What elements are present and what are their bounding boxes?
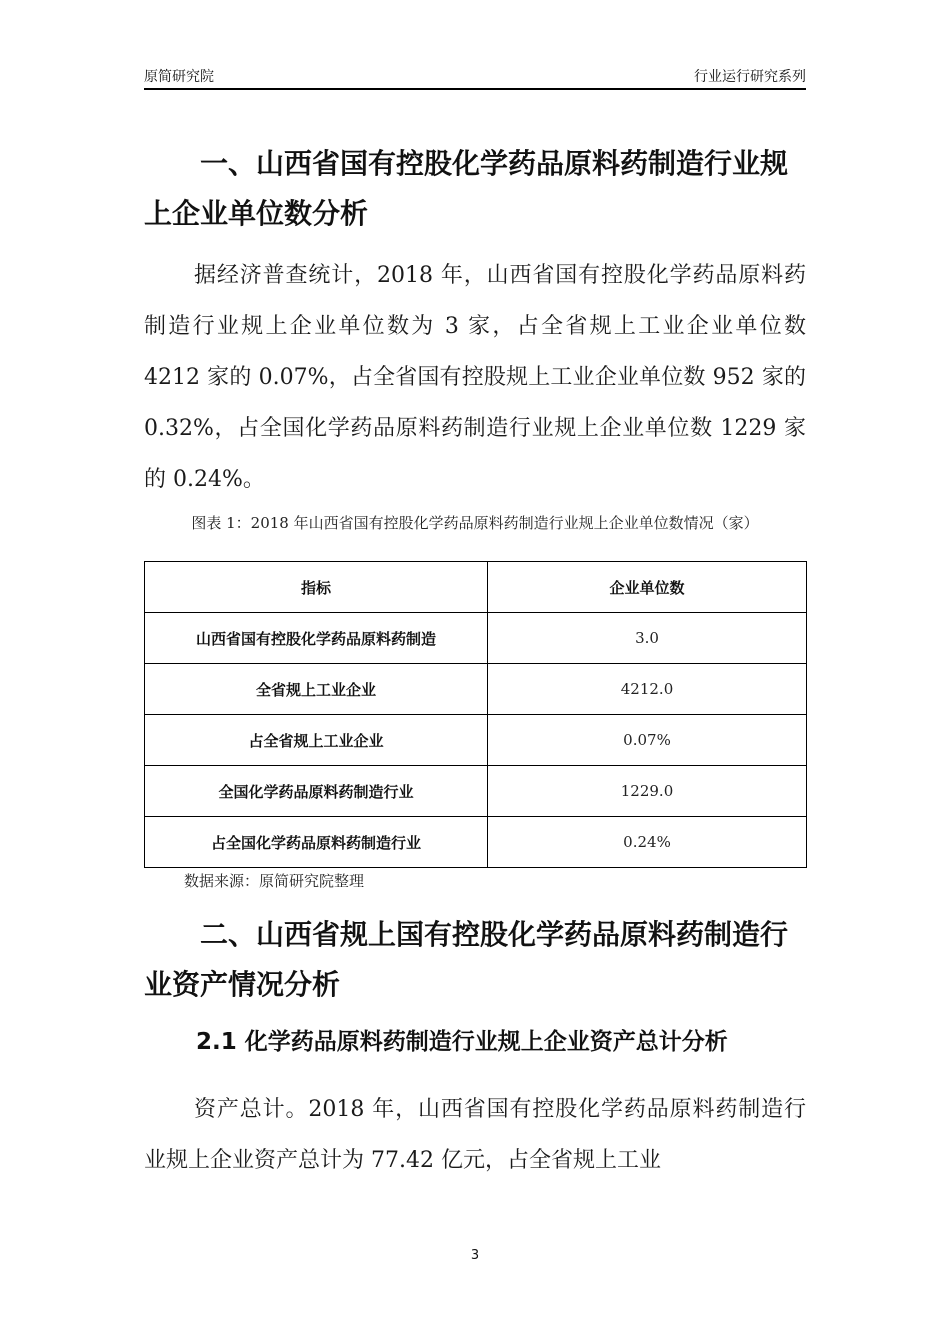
table-row: [145, 664, 807, 715]
section1-title: 一、山西省国有控股化学药品原料药制造行业规上企业单位数分析: [144, 147, 789, 230]
table-cell-label: 占全省规上工业企业: [145, 715, 488, 766]
table-cell-value: 1229.0: [488, 766, 807, 817]
table-row: [145, 715, 807, 766]
table-row: [145, 817, 807, 868]
table-row: [145, 613, 807, 664]
section2-title: 二、山西省规上国有控股化学药品原料药制造行业资产情况分析: [144, 918, 789, 1001]
header-divider: [144, 88, 806, 90]
section1-paragraph: 据经济普查统计，2018 年，山西省国有控股化学药品原料药制造行业规上企业单位数为 3 家，占全省规上工业企业单位数 4212 家的 0.07%，占全省国有控股规上工业企业单位数 952 家的 0.32%，占全国化学药品原料药制造行业规上企业单位数 1229 家的 0.24%。: [144, 263, 806, 492]
header-series: 行业运行研究系列: [694, 69, 806, 85]
table-cell-label: 全省规上工业企业: [145, 664, 488, 715]
table-cell-value: 0.07%: [488, 715, 807, 766]
section2-paragraph: 资产总计。2018 年，山西省国有控股化学药品原料药制造行业规上企业资产总计为 77.42 亿元，占全省规上工业: [144, 1097, 806, 1173]
table-cell-value: 4212.0: [488, 664, 807, 715]
table-cell-value: 3.0: [488, 613, 807, 664]
page-number: 3: [470, 1248, 480, 1263]
table-row: [145, 766, 807, 817]
table-cell-label: 全国化学药品原料药制造行业: [145, 766, 488, 817]
section2-subtitle: 2.1 化学药品原料药制造行业规上企业资产总计分析: [196, 1029, 728, 1055]
table-cell-label: 占全国化学药品原料药制造行业: [145, 817, 488, 868]
table-caption: 图表 1：2018 年山西省国有控股化学药品原料药制造行业规上企业单位数情况（家）: [191, 514, 759, 532]
table-cell-value: 0.24%: [488, 817, 807, 868]
table-header-row: [145, 562, 807, 613]
data-table: [144, 561, 807, 868]
table-header-indicator: 指标: [145, 562, 488, 613]
table-cell-label: 山西省国有控股化学药品原料药制造: [145, 613, 488, 664]
page-header: [144, 66, 806, 88]
table-header-count: 企业单位数: [488, 562, 807, 613]
header-org: 原简研究院: [144, 69, 214, 85]
table-source: 数据来源：原简研究院整理: [184, 872, 365, 890]
